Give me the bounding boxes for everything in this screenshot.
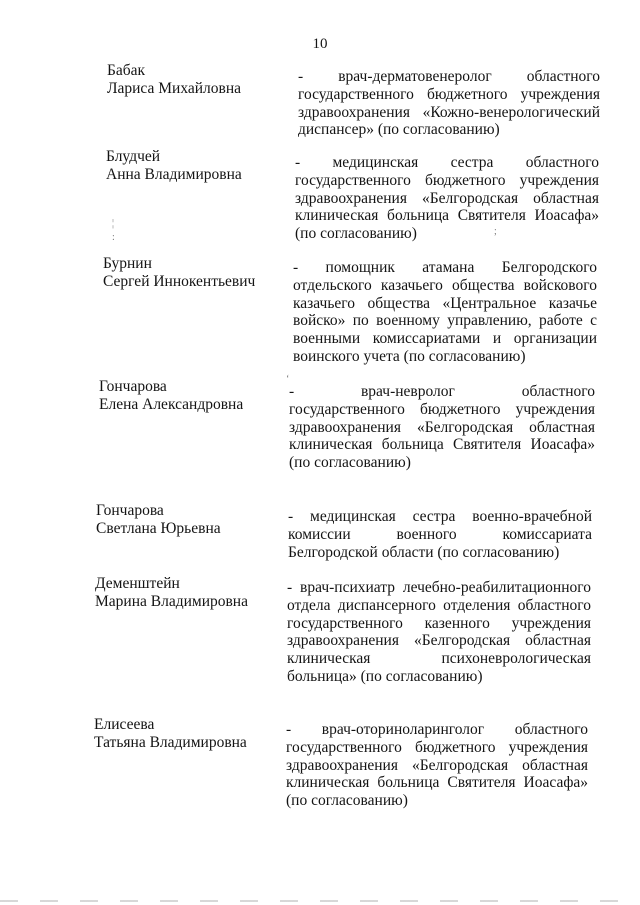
position-line: государственного бюджетного учреждения <box>289 400 595 418</box>
position-line: больница» (по согласованию) <box>287 667 483 685</box>
member-surname: Бурнин <box>103 255 152 272</box>
position-line: Белгородской области (по согласованию) <box>288 543 560 561</box>
page-number: 10 <box>312 36 328 52</box>
position-line: диспансер» (по согласованию) <box>298 121 500 139</box>
scan-speck: : <box>112 232 115 243</box>
member-position <box>293 259 597 366</box>
member-name <box>106 148 306 183</box>
member-position <box>289 383 595 472</box>
position-line: казачьего общества «Центральное казачье <box>293 294 597 312</box>
scan-edge-artifact <box>0 900 640 902</box>
member-position <box>298 68 600 139</box>
position-line: здравоохранения «Белгородская областная <box>287 632 591 650</box>
member-surname: Блудчей <box>106 148 161 165</box>
member-given-names: Елена Александровна <box>99 395 244 413</box>
position-line: - помощник атамана Белгородского <box>293 259 597 276</box>
member-given-names: Светлана Юрьевна <box>96 519 221 537</box>
member-given-names: Татьяна Владимировна <box>94 733 247 751</box>
position-line: военными комиссариатами и организации <box>293 330 597 348</box>
position-line: клиническая больница Святителя Иоасафа» <box>289 436 595 454</box>
position-line: воинского учета (по согласованию) <box>293 347 526 365</box>
position-line: здравоохранения «Белгородская областная <box>289 418 595 436</box>
member-given-names: Марина Владимировна <box>95 592 248 610</box>
member-name <box>99 378 299 413</box>
member-name <box>95 575 295 610</box>
member-given-names: Анна Владимировна <box>106 165 242 183</box>
position-line: отдельского казачьего общества войскового <box>293 276 597 294</box>
member-position <box>286 721 588 810</box>
position-line: (по согласованию) <box>289 454 411 472</box>
position-line: - врач-психиатр лечебно-реабилитационного <box>287 579 591 596</box>
member-surname: Елисеева <box>94 716 155 733</box>
member-position <box>295 154 599 243</box>
position-line: клиническая больница Святителя Иоасафа» <box>295 207 599 225</box>
position-line: - медицинская сестра областного <box>295 154 599 171</box>
member-name <box>107 62 307 97</box>
member-name <box>96 502 296 537</box>
position-line: здравоохранения «Белгородская областная <box>295 189 599 207</box>
member-surname: Гончарова <box>99 378 167 395</box>
position-line: комиссии военного комиссариата <box>288 525 592 543</box>
scan-speck: ¦ <box>112 218 115 229</box>
position-line: здравоохранения «Белгородская областная <box>286 756 588 774</box>
member-surname: Деменштейн <box>95 575 180 592</box>
member-surname: Бабак <box>107 62 146 79</box>
position-line: - медицинская сестра военно-врачебной <box>288 508 592 525</box>
position-line: здравоохранения «Кожно-венерологический <box>298 103 600 121</box>
member-position <box>287 579 591 686</box>
position-line: государственного бюджетного учреждения <box>286 738 588 756</box>
scan-speck: ‘ <box>286 374 290 385</box>
position-line: государственного бюджетного учреждения <box>298 85 600 103</box>
position-line: - врач-оториноларинголог областного <box>286 721 588 738</box>
position-line: (по согласованию) <box>295 225 417 243</box>
member-given-names: Лариса Михайловна <box>107 79 242 97</box>
position-line: клиническая психоневрологическая <box>287 650 591 668</box>
position-line: войско» по военному управлению, работе с <box>293 312 597 330</box>
position-line: клиническая больница Святителя Иоасафа» <box>286 774 588 792</box>
position-line: отдела диспансерного отделения областного <box>287 596 591 614</box>
member-given-names: Сергей Иннокентьевич <box>103 272 256 290</box>
position-line: - врач-дерматовенеролог областного <box>298 68 600 85</box>
position-line: (по согласованию) <box>286 792 408 810</box>
position-line: государственного казенного учреждения <box>287 614 591 632</box>
member-position <box>288 508 592 561</box>
member-name <box>94 716 294 751</box>
member-name <box>103 255 303 290</box>
member-surname: Гончарова <box>96 502 164 519</box>
position-line: - врач-невролог областного <box>289 383 595 400</box>
scan-speck: ; <box>494 226 497 237</box>
position-line: государственного бюджетного учреждения <box>295 171 599 189</box>
